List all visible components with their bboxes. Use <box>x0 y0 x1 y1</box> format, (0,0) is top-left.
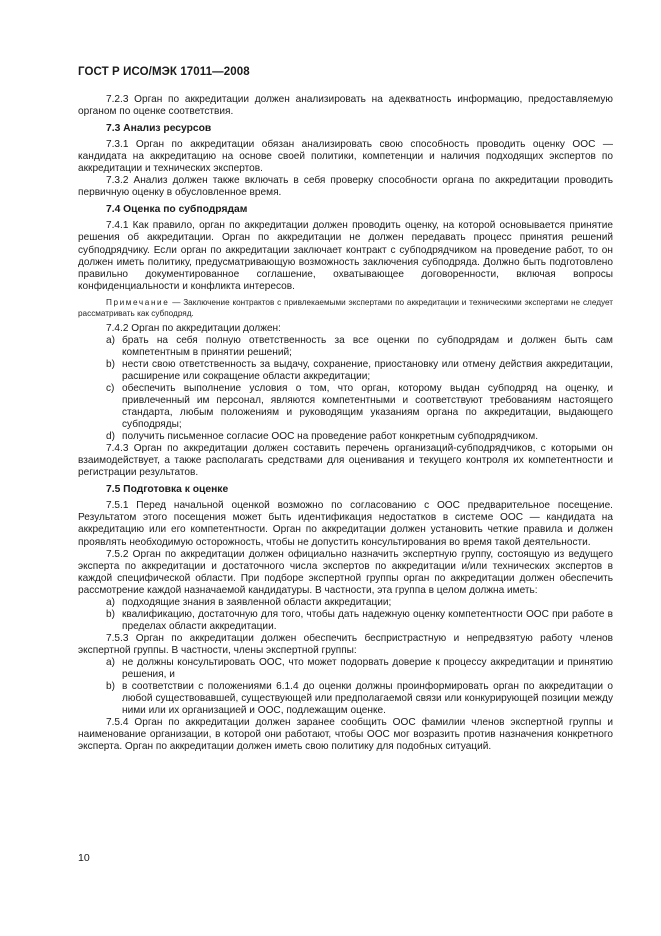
section-heading-7-4: 7.4 Оценка по субподрядам <box>106 204 248 216</box>
list-7-4-2 <box>78 335 613 443</box>
list-7-5-3 <box>78 657 613 717</box>
list-item-text: квалификацию, достаточную для того, чтобы дать надежную оценку компетентности ООС при работе в пределах области аккредитации. <box>122 608 613 632</box>
page-content <box>78 94 613 753</box>
section-heading-7-5: 7.5 Подготовка к оценке <box>106 484 229 496</box>
paragraph-7-3-2: 7.3.2 Анализ должен также включать в себя проверку способности органа по аккредитации проводить первичную оценку в обусловленное время. <box>78 175 613 199</box>
list-item <box>78 657 613 681</box>
list-item <box>78 383 613 431</box>
note-text: — Заключение контрактов с привлекаемыми экспертами по аккредитации и техническими экспертами не следует рассматривать как субподряд. <box>78 297 613 318</box>
list-item-text: нести свою ответственность за выдачу, сохранение, приостановку или отмену действия аккредитации, расширение или сокращение области аккредитации; <box>122 358 613 382</box>
list-item-text: получить письменное согласие ООС на проведение работ конкретным субподрядчиком. <box>122 431 539 443</box>
paragraph-7-5-2: 7.5.2 Орган по аккредитации должен официально назначить экспертную группу, состоящую из ведущего эксперта по аккредитации и достаточного числа экспертов по аккредитации и/или технических экспертов в каждой специфической области. При подборе экспертной группы орган по аккредитации должен обеспечить рассмотрение каждой назначаемой кандидатуры. В частности, эта группа в целом должна иметь: <box>78 548 613 596</box>
list-marker: c) <box>106 382 115 394</box>
paragraph-7-5-3: 7.5.3 Орган по аккредитации должен обеспечить беспристрастную и непредвзятую работу членов экспертной группы. В частности, члены экспертной группы: <box>78 632 613 656</box>
list-item <box>78 597 613 609</box>
section-heading-7-3: 7.3 Анализ ресурсов <box>106 123 212 135</box>
list-item-text: брать на себя полную ответственность за все оценки по субподрядам и должен быть сам компетентным в принятии решений; <box>122 334 613 358</box>
list-item <box>78 609 613 633</box>
list-item <box>78 681 613 717</box>
paragraph-7-3-1: 7.3.1 Орган по аккредитации обязан анализировать свою способность проводить оценку ООС — кандидата на аккредитацию на основе своей политики, компетенции и наличия подходящих экспертов по аккредитации и технических экспертов. <box>78 139 613 175</box>
list-item-text: в соответствии с положениями 6.1.4 до оценки должны проинформировать орган по аккредитации о любой существовавшей, существующей или предполагаемой связи или конкурирующей позиции между ними или их организацией и ООС, подлежащим оценке. <box>122 681 613 717</box>
paragraph-7-2-3: 7.2.3 Орган по аккредитации должен анализировать на адекватность информацию, предоставляемую органом по оценке соответствия. <box>78 94 613 118</box>
list-marker: d) <box>106 431 115 443</box>
list-marker: b) <box>106 608 115 620</box>
list-marker: a) <box>106 334 115 346</box>
note <box>78 297 613 319</box>
list-item-text: не должны консультировать ООС, что может подорвать доверие к процессу аккредитации и принятию решения, и <box>122 656 613 681</box>
list-item <box>78 431 613 443</box>
list-marker: a) <box>106 596 115 608</box>
note-label: Примечание <box>106 297 170 307</box>
list-item-text: подходящие знания в заявленной области аккредитации; <box>122 596 392 608</box>
paragraph-7-5-1: 7.5.1 Перед начальной оценкой возможно по согласованию с ООС предварительное посещение. Результатом этого посещения может быть идентификация недостатков в системе ООС — кандидата на аккредитацию или его компетентности. Орган по аккредитации должен установить четкие правила и должен проявлять необходимую осторожность, чтобы не допустить консультирования во время такой деятельности. <box>78 500 613 548</box>
list-7-5-2 <box>78 597 613 633</box>
paragraph-7-4-2: 7.4.2 Орган по аккредитации должен: <box>106 322 281 334</box>
page-header-title: ГОСТ Р ИСО/МЭК 17011—2008 <box>78 66 250 78</box>
list-marker: a) <box>106 656 115 668</box>
paragraph-7-4-1: 7.4.1 Как правило, орган по аккредитации должен проводить оценку, на которой основывается принятие решения об аккредитации. Орган по аккредитации не должен передавать процесс принятия решений субподрядчику. Если орган по аккредитации заключает контракт с субподрядчиком на проведение работ, то он должен иметь политику, предусматривающую возможность заключения субподряда. Должно быть подготовлено правильно документированное соглашение, охватывающее договоренности, включая вопросы конфиденциальности и конфликта интересов. <box>78 220 613 292</box>
list-item <box>78 359 613 383</box>
paragraph-7-4-3: 7.4.3 Орган по аккредитации должен составить перечень организаций-субподрядчиков, с которыми он взаимодействует, а также располагать средствами для оценивания и текущего контроля их компетентности и регистрации результатов. <box>78 443 613 479</box>
page-number: 10 <box>78 852 90 864</box>
list-item-text: обеспечить выполнение условия о том, что орган, которому выдан субподряд на оценку, и привлеченный им персонал, являются компетентными и соответствуют требованиям настоящего стандарта, любым положениям и руководящим указаниям органа по аккредитации, выдающего субподряды; <box>122 382 613 431</box>
paragraph-7-5-4: 7.5.4 Орган по аккредитации должен заранее сообщить ООС фамилии членов экспертной группы и наименование организации, в которой они работают, чтобы ООС мог возразить против назначения конкретного эксперта. Орган по аккредитации должен иметь свою политику для подобных ситуаций. <box>78 717 613 753</box>
list-marker: b) <box>106 358 115 370</box>
list-marker: b) <box>106 681 115 693</box>
list-item <box>78 335 613 359</box>
